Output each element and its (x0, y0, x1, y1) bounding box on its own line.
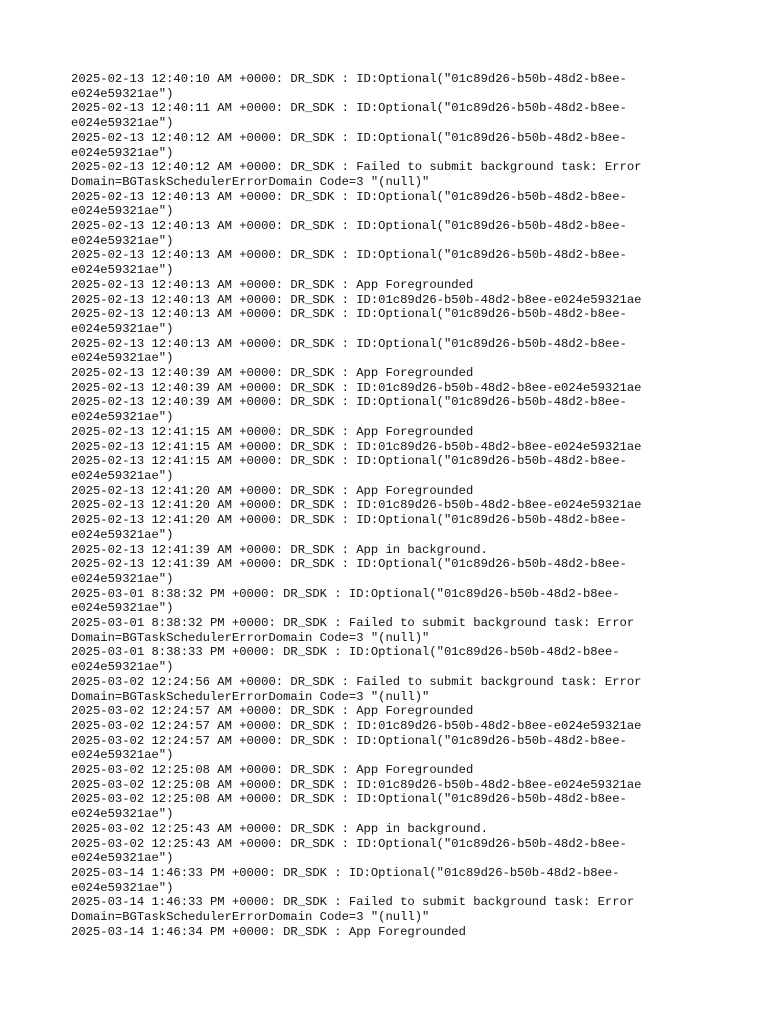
log-line: Domain=BGTaskSchedulerErrorDomain Code=3 "(null)" (71, 910, 430, 925)
log-line: 2025-03-01 8:38:32 PM +0000: DR_SDK : Failed to submit background task: Error (71, 616, 635, 631)
log-line: 2025-02-13 12:40:13 AM +0000: DR_SDK : ID:Optional("01c89d26-b50b-48d2-b8ee- (71, 189, 627, 204)
log-line: 2025-02-13 12:40:10 AM +0000: DR_SDK : ID:Optional("01c89d26-b50b-48d2-b8ee- (71, 72, 627, 86)
log-line: 2025-03-02 12:24:57 AM +0000: DR_SDK : ID:Optional("01c89d26-b50b-48d2-b8ee- (71, 733, 627, 748)
log-line: 2025-02-13 12:41:39 AM +0000: DR_SDK : ID:Optional("01c89d26-b50b-48d2-b8ee- (71, 557, 627, 572)
log-line: e024e59321ae") (71, 321, 174, 336)
log-line: 2025-03-14 1:46:33 PM +0000: DR_SDK : Failed to submit background task: Error (71, 895, 635, 910)
log-line: e024e59321ae") (71, 410, 174, 425)
log-line: 2025-03-14 1:46:33 PM +0000: DR_SDK : ID:Optional("01c89d26-b50b-48d2-b8ee- (71, 865, 620, 880)
log-line: e024e59321ae") (71, 571, 174, 586)
log-line: 2025-03-02 12:25:43 AM +0000: DR_SDK : App in background. (71, 821, 488, 836)
log-line: 2025-02-13 12:40:13 AM +0000: DR_SDK : App Foregrounded (71, 277, 474, 292)
log-line: e024e59321ae") (71, 233, 174, 248)
log-line: 2025-02-13 12:41:20 AM +0000: DR_SDK : ID:Optional("01c89d26-b50b-48d2-b8ee- (71, 513, 627, 528)
log-line: 2025-02-13 12:40:13 AM +0000: DR_SDK : ID:Optional("01c89d26-b50b-48d2-b8ee- (71, 336, 627, 351)
log-line: e024e59321ae") (71, 851, 174, 866)
log-line: 2025-02-13 12:41:20 AM +0000: DR_SDK : ID:01c89d26-b50b-48d2-b8ee-e024e59321ae (71, 498, 642, 513)
log-line: 2025-03-02 12:25:08 AM +0000: DR_SDK : App Foregrounded (71, 763, 474, 778)
log-line: 2025-02-13 12:41:20 AM +0000: DR_SDK : App Foregrounded (71, 483, 474, 498)
log-line: e024e59321ae") (71, 468, 174, 483)
log-line: e024e59321ae") (71, 145, 174, 160)
log-line: 2025-02-13 12:40:13 AM +0000: DR_SDK : ID:Optional("01c89d26-b50b-48d2-b8ee- (71, 248, 627, 263)
log-line: 2025-02-13 12:40:13 AM +0000: DR_SDK : ID:Optional("01c89d26-b50b-48d2-b8ee- (71, 307, 627, 322)
log-line: 2025-03-01 8:38:32 PM +0000: DR_SDK : ID:Optional("01c89d26-b50b-48d2-b8ee- (71, 586, 620, 601)
log-line: 2025-03-14 1:46:34 PM +0000: DR_SDK : App Foregrounded (71, 924, 466, 939)
log-line: 2025-03-02 12:25:43 AM +0000: DR_SDK : ID:Optional("01c89d26-b50b-48d2-b8ee- (71, 836, 627, 851)
log-line: 2025-03-02 12:24:57 AM +0000: DR_SDK : ID:01c89d26-b50b-48d2-b8ee-e024e59321ae (71, 718, 642, 733)
log-line: 2025-03-02 12:25:08 AM +0000: DR_SDK : ID:01c89d26-b50b-48d2-b8ee-e024e59321ae (71, 777, 642, 792)
log-line: Domain=BGTaskSchedulerErrorDomain Code=3 "(null)" (71, 689, 430, 704)
log-line: 2025-02-13 12:40:39 AM +0000: DR_SDK : ID:Optional("01c89d26-b50b-48d2-b8ee- (71, 395, 627, 410)
log-line: e024e59321ae") (71, 116, 174, 131)
log-line: 2025-02-13 12:40:11 AM +0000: DR_SDK : ID:Optional("01c89d26-b50b-48d2-b8ee- (71, 101, 627, 116)
log-line: 2025-03-02 12:24:57 AM +0000: DR_SDK : App Foregrounded (71, 704, 474, 719)
log-line: 2025-02-13 12:41:15 AM +0000: DR_SDK : App Foregrounded (71, 424, 474, 439)
log-line: 2025-03-02 12:25:08 AM +0000: DR_SDK : ID:Optional("01c89d26-b50b-48d2-b8ee- (71, 792, 627, 807)
log-line: 2025-02-13 12:40:12 AM +0000: DR_SDK : Failed to submit background task: Error (71, 160, 642, 175)
log-line: e024e59321ae") (71, 601, 174, 616)
log-text-block (71, 72, 691, 939)
log-line: e024e59321ae") (71, 807, 174, 822)
log-line: e024e59321ae") (71, 263, 174, 278)
log-line: 2025-02-13 12:40:12 AM +0000: DR_SDK : ID:Optional("01c89d26-b50b-48d2-b8ee- (71, 130, 627, 145)
log-line: Domain=BGTaskSchedulerErrorDomain Code=3 "(null)" (71, 174, 430, 189)
log-line: e024e59321ae") (71, 351, 174, 366)
log-line: e024e59321ae") (71, 748, 174, 763)
log-line: e024e59321ae") (71, 660, 174, 675)
log-line: 2025-03-02 12:24:56 AM +0000: DR_SDK : Failed to submit background task: Error (71, 674, 642, 689)
log-line: 2025-02-13 12:40:13 AM +0000: DR_SDK : ID:Optional("01c89d26-b50b-48d2-b8ee- (71, 219, 627, 234)
log-line: 2025-02-13 12:40:39 AM +0000: DR_SDK : App Foregrounded (71, 366, 474, 381)
log-line: 2025-02-13 12:40:13 AM +0000: DR_SDK : ID:01c89d26-b50b-48d2-b8ee-e024e59321ae (71, 292, 642, 307)
log-line: e024e59321ae") (71, 527, 174, 542)
log-line: e024e59321ae") (71, 880, 174, 895)
log-line: 2025-03-01 8:38:33 PM +0000: DR_SDK : ID:Optional("01c89d26-b50b-48d2-b8ee- (71, 645, 620, 660)
log-line: 2025-02-13 12:40:39 AM +0000: DR_SDK : ID:01c89d26-b50b-48d2-b8ee-e024e59321ae (71, 380, 642, 395)
log-line: 2025-02-13 12:41:39 AM +0000: DR_SDK : App in background. (71, 542, 488, 557)
log-line: e024e59321ae") (71, 204, 174, 219)
log-line: Domain=BGTaskSchedulerErrorDomain Code=3 "(null)" (71, 630, 430, 645)
log-line: e024e59321ae") (71, 86, 174, 101)
log-line: 2025-02-13 12:41:15 AM +0000: DR_SDK : ID:01c89d26-b50b-48d2-b8ee-e024e59321ae (71, 439, 642, 454)
log-line: 2025-02-13 12:41:15 AM +0000: DR_SDK : ID:Optional("01c89d26-b50b-48d2-b8ee- (71, 454, 627, 469)
